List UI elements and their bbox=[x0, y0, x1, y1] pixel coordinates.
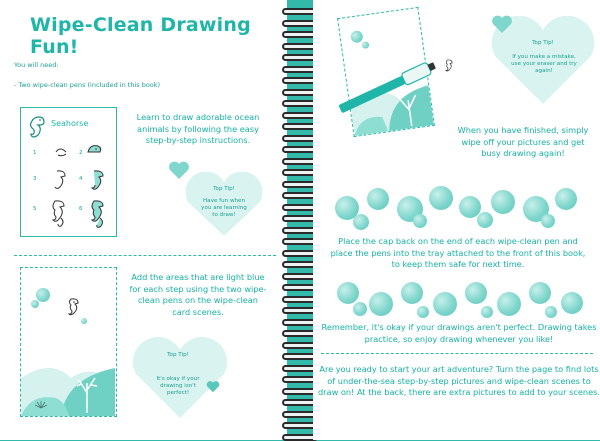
step-number: 1 bbox=[33, 150, 37, 156]
bubble-icon bbox=[353, 214, 369, 230]
step-6-drawing bbox=[83, 198, 109, 232]
step-number: 6 bbox=[79, 206, 83, 212]
top-tip-3-text: If you make a mistake, use your eraser and try again! bbox=[511, 54, 577, 74]
step-number: 2 bbox=[79, 150, 83, 156]
bubble-icon bbox=[401, 282, 423, 304]
section-divider bbox=[321, 353, 593, 354]
coral-scene bbox=[21, 338, 115, 416]
page-title: Wipe-Clean Drawing Fun! bbox=[30, 14, 251, 58]
seahorse-icon bbox=[27, 114, 47, 140]
bubble-icon bbox=[497, 292, 521, 316]
bubble-icon bbox=[367, 188, 389, 210]
remember-text: Remember, it's okay if your drawings aren't perfect. Drawing takes practice, so enjoy drawing whenever you like! bbox=[321, 322, 597, 344]
step-4-drawing bbox=[85, 168, 107, 194]
bubble-icon bbox=[433, 292, 457, 316]
bubble-icon bbox=[350, 30, 364, 44]
top-tip-2-title: Top Tip! bbox=[167, 352, 189, 358]
top-tip-1-text: Have fun when you are learning to draw! bbox=[201, 198, 247, 218]
step-3-drawing bbox=[49, 168, 69, 192]
bubble-icon bbox=[555, 188, 577, 210]
seahorse-card-title: Seahorse bbox=[51, 119, 89, 128]
bubble-icon bbox=[337, 282, 359, 304]
add-areas-text: Add the areas that are light blue for each step using the two wipe-clean pens on the wipe-clean card scenes. bbox=[129, 272, 267, 317]
step-5-drawing bbox=[45, 198, 69, 230]
bubble-icon bbox=[477, 212, 493, 228]
right-page bbox=[313, 0, 600, 440]
cap-text: Place the cap back on the end of each wipe-clean pen and place the pens into the tray attached to the front of this book, to keep them safe for next time. bbox=[330, 236, 586, 269]
bubble-icon bbox=[465, 282, 487, 304]
you-need-label: You will need: bbox=[14, 61, 59, 69]
seahorse-icon bbox=[63, 296, 81, 322]
step-number: 5 bbox=[33, 206, 37, 212]
wipe-clean-scene-card bbox=[20, 267, 117, 417]
left-page bbox=[0, 0, 287, 440]
finished-text: When you have finished, simply wipe off your pictures and get busy drawing again! bbox=[457, 125, 589, 158]
top-tip-2-text: It's okay if your drawing isn't perfect! bbox=[156, 376, 200, 396]
heart-icon bbox=[206, 380, 220, 393]
bubble-icon bbox=[481, 306, 493, 318]
pen-icon bbox=[329, 56, 449, 116]
bubble-icon bbox=[491, 190, 515, 214]
top-tip-3-title: Top Tip! bbox=[532, 40, 554, 46]
bubble-icon bbox=[541, 214, 555, 228]
top-tip-1-title: Top Tip! bbox=[213, 186, 235, 192]
you-need-item: - Two wipe-clean pens (included in this book) bbox=[14, 81, 161, 89]
section-divider bbox=[14, 255, 276, 256]
step-1-drawing bbox=[54, 146, 68, 158]
bubble-icon bbox=[36, 288, 50, 302]
bubble-icon bbox=[413, 214, 427, 228]
bubble-icon bbox=[353, 302, 367, 316]
adventure-text: Are you ready to start your art adventure? Turn the page to find lots of under-the-sea step-by-step pictures and wipe-clean scenes to draw on! At the back, there are extra pictures to add to your scenes. bbox=[317, 364, 600, 397]
bubble-icon bbox=[561, 292, 583, 314]
bubble-icon bbox=[81, 318, 87, 324]
bubble-icon bbox=[369, 292, 393, 316]
bubble-icon bbox=[429, 186, 453, 210]
learn-text: Learn to draw adorable ocean animals by following the easy step-by-step instructions. bbox=[136, 112, 260, 145]
seahorse-icon bbox=[441, 58, 455, 76]
bubble-icon bbox=[545, 306, 557, 318]
step-2-drawing bbox=[85, 142, 103, 158]
step-number: 4 bbox=[79, 176, 83, 182]
bubble-icon bbox=[31, 300, 39, 308]
heart-icon bbox=[491, 14, 513, 34]
step-number: 3 bbox=[33, 176, 37, 182]
bubble-icon bbox=[529, 282, 551, 304]
seahorse-step-card bbox=[20, 107, 117, 237]
bubble-icon bbox=[417, 306, 429, 318]
bubble-icon bbox=[362, 41, 370, 49]
